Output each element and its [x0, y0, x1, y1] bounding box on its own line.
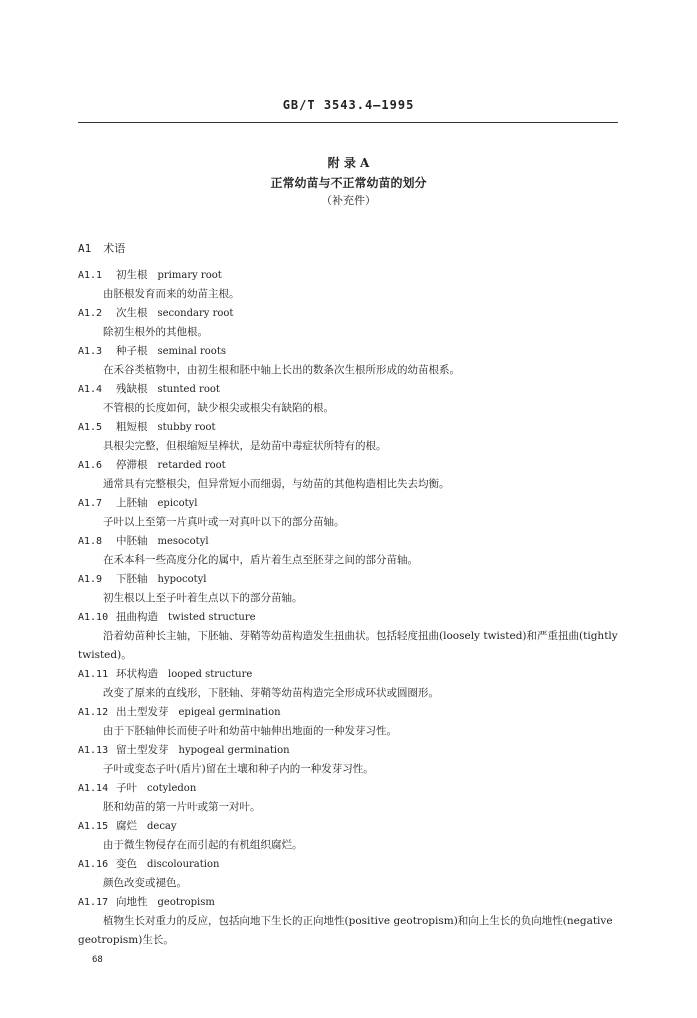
- term-number: A1.15: [78, 821, 109, 832]
- term-number: A1.12: [78, 707, 109, 718]
- term-number: A1.6: [78, 460, 103, 471]
- term-heading: [78, 855, 623, 874]
- term-heading: [78, 817, 623, 836]
- term-heading: [78, 608, 623, 627]
- term-chinese: 环状构造: [116, 668, 158, 680]
- term-heading: [78, 380, 623, 399]
- term-english: stubby root: [157, 422, 216, 433]
- term-number: A1.17: [78, 897, 109, 908]
- term-chinese: 留土型发芽: [116, 744, 169, 756]
- page-number: 68: [92, 955, 103, 965]
- section-heading: [78, 240, 125, 256]
- term-chinese: 停滞根: [116, 459, 148, 471]
- term-number: A1.8: [78, 536, 103, 547]
- term-heading: [78, 703, 623, 722]
- term-number: A1.1: [78, 270, 103, 281]
- term-heading: [78, 665, 623, 684]
- term-number: A1.16: [78, 859, 109, 870]
- term-english: secondary root: [157, 308, 234, 319]
- term-english: hypogeal germination: [178, 745, 290, 756]
- term-english: epicotyl: [157, 498, 198, 509]
- term-number: A1.7: [78, 498, 103, 509]
- term-english: twisted structure: [168, 612, 256, 623]
- term-heading: [78, 532, 623, 551]
- term-english: primary root: [157, 270, 222, 281]
- term-chinese: 次生根: [116, 307, 148, 319]
- term-heading: [78, 266, 623, 285]
- term-heading: [78, 893, 623, 912]
- term-heading: [78, 779, 623, 798]
- term-english: geotropism: [157, 897, 215, 908]
- standard-header: GB/T 3543.4—1995: [282, 98, 415, 112]
- term-chinese: 初生根: [116, 269, 148, 281]
- term-definition: 胚和幼苗的第一片叶或第一对叶。: [103, 801, 261, 813]
- term-chinese: 下胚轴: [116, 573, 148, 585]
- term-number: A1.11: [78, 669, 109, 680]
- term-definition: 子叶以上至第一片真叶或一对真叶以下的部分苗轴。: [103, 516, 345, 528]
- term-english: hypocotyl: [157, 574, 207, 585]
- term-heading: [78, 494, 623, 513]
- term-definition: 改变了原来的直线形，下胚轴、芽鞘等幼苗构造完全形成环状或圆圈形。: [103, 687, 439, 699]
- section-title: 术语: [103, 242, 126, 255]
- term-definition: 由于下胚轴伸长而使子叶和幼苗中轴伸出地面的一种发芽习性。: [103, 725, 397, 737]
- appendix-note: （补充件）: [321, 194, 376, 207]
- term-definition: 在禾本科一些高度分化的属中，盾片着生点至胚芽之间的部分苗轴。: [103, 554, 418, 566]
- term-number: A1.4: [78, 384, 103, 395]
- term-definition: 通常具有完整根尖，但异常短小而细弱，与幼苗的其他构造相比失去均衡。: [103, 478, 450, 490]
- term-english: retarded root: [157, 460, 226, 471]
- term-number: A1.5: [78, 422, 103, 433]
- term-definition: 植物生长对重力的反应，包括向地下生长的正向地性(positive geotropism)和向上生长的负向地性(negative geotropism)生长。: [78, 915, 613, 946]
- term-english: decay: [147, 821, 177, 832]
- term-list: [78, 266, 623, 950]
- term-chinese: 出土型发芽: [116, 706, 169, 718]
- term-heading: [78, 456, 623, 475]
- term-chinese: 扭曲构造: [116, 611, 158, 623]
- term-number: A1.9: [78, 574, 103, 585]
- term-chinese: 向地性: [116, 896, 148, 908]
- term-definition: 除初生根外的其他根。: [103, 326, 208, 338]
- term-definition: 由于微生物侵存在而引起的有机组织腐烂。: [103, 839, 303, 851]
- term-number: A1.14: [78, 783, 109, 794]
- term-english: cotyledon: [147, 783, 197, 794]
- appendix-label: 附 录 A: [327, 156, 370, 170]
- term-heading: [78, 570, 623, 589]
- term-definition: 由胚根发育而来的幼苗主根。: [103, 288, 240, 300]
- term-heading: [78, 342, 623, 361]
- term-chinese: 变色: [116, 858, 137, 870]
- term-english: seminal roots: [157, 346, 226, 357]
- term-english: discolouration: [147, 859, 220, 870]
- term-definition: 沿着幼苗种长主轴，下胚轴、芽鞘等幼苗构造发生扭曲状。包括轻度扭曲(loosely twisted)和严重扭曲(tightly twisted)。: [78, 630, 618, 661]
- term-definition: 子叶或变态子叶(盾片)留在土壤和种子内的一种发芽习性。: [103, 763, 374, 775]
- term-number: A1.13: [78, 745, 109, 756]
- term-chinese: 上胚轴: [116, 497, 148, 509]
- term-english: mesocotyl: [157, 536, 209, 547]
- term-english: epigeal germination: [178, 707, 281, 718]
- term-definition: 不管根的长度如何，缺少根尖或根尖有缺陷的根。: [103, 402, 334, 414]
- term-definition: 初生根以上至子叶着生点以下的部分苗轴。: [103, 592, 303, 604]
- term-number: A1.10: [78, 612, 109, 623]
- term-chinese: 腐烂: [116, 820, 137, 832]
- term-heading: [78, 418, 623, 437]
- term-chinese: 粗短根: [116, 421, 148, 433]
- term-definition: 颜色改变或褪色。: [103, 877, 187, 889]
- term-definition: 具根尖完整，但根缩短呈棒状，是幼苗中毒症状所特有的根。: [103, 440, 387, 452]
- term-heading: [78, 741, 623, 760]
- term-english: looped structure: [168, 669, 253, 680]
- term-chinese: 种子根: [116, 345, 148, 357]
- term-chinese: 中胚轴: [116, 535, 148, 547]
- term-english: stunted root: [157, 384, 220, 395]
- term-number: A1.3: [78, 346, 103, 357]
- term-number: A1.2: [78, 308, 103, 319]
- appendix-title: 正常幼苗与不正常幼苗的划分: [270, 176, 427, 190]
- term-chinese: 子叶: [116, 782, 137, 794]
- term-heading: [78, 304, 623, 323]
- section-number: A1: [78, 242, 92, 255]
- term-chinese: 残缺根: [116, 383, 148, 395]
- header-rule: [78, 122, 618, 123]
- term-definition: 在禾谷类植物中，由初生根和胚中轴上长出的数条次生根所形成的幼苗根系。: [103, 364, 460, 376]
